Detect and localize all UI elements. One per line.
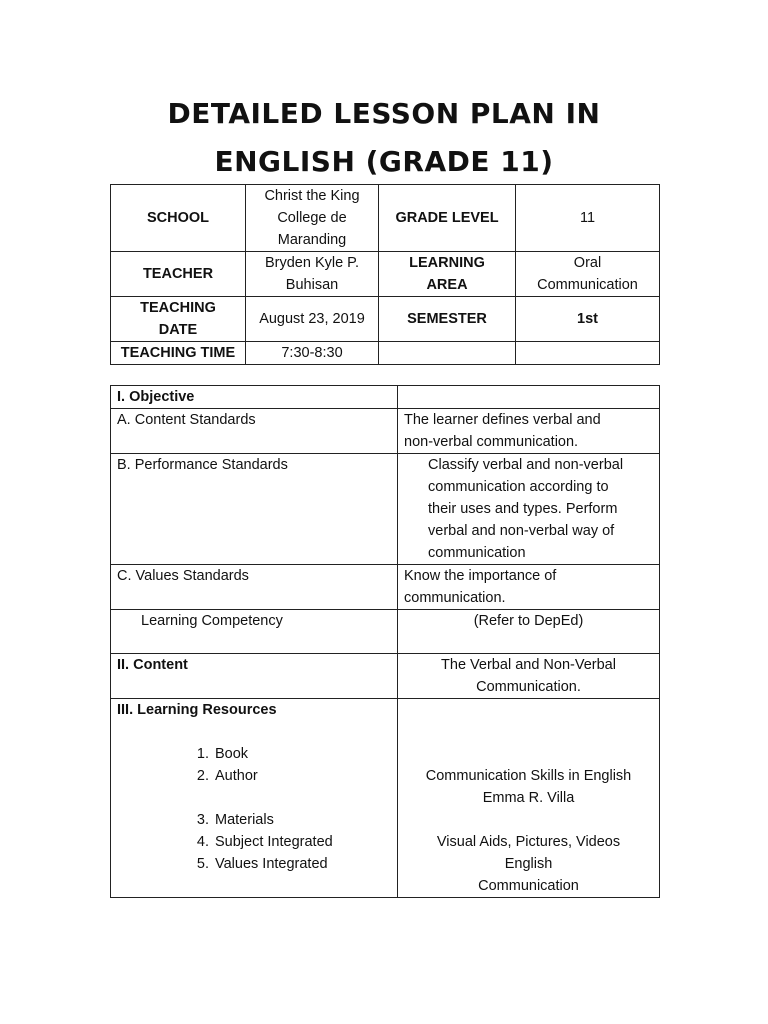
list-spacer: [404, 699, 653, 721]
content-standards-value: [398, 409, 660, 454]
values-standards-label: C. Values Standards: [111, 565, 398, 610]
list-item: [117, 831, 391, 853]
learning-area-value-line: Oral: [573, 255, 602, 271]
content-value: [398, 654, 660, 699]
title-line-2: ENGLISH (GRADE 11): [214, 145, 554, 178]
list-item-number: 1.: [196, 746, 209, 762]
values-standards-line: communication.: [404, 590, 506, 606]
learning-resources-labels: [111, 699, 398, 898]
content-heading: II. Content: [111, 654, 398, 699]
resource-value: Visual Aids, Pictures, Videos: [436, 834, 621, 850]
values-standards-line: Know the importance of: [404, 568, 557, 584]
performance-standards-line: verbal and non-verbal way of: [428, 523, 615, 539]
plan-row-content-standards: [111, 409, 660, 454]
school-value: [246, 185, 379, 252]
list-spacer: [404, 809, 653, 831]
teacher-value-line: Buhisan: [285, 277, 339, 293]
teaching-date-label: [111, 297, 246, 342]
resource-value: Communication: [478, 878, 579, 894]
resource-value: Emma R. Villa: [482, 790, 575, 806]
list-item-label: Subject Integrated: [215, 834, 333, 850]
list-item: [117, 743, 391, 765]
list-item-number: 3.: [196, 812, 209, 828]
teacher-value: [246, 252, 379, 297]
performance-standards-value: [398, 454, 660, 565]
learning-area-value: [516, 252, 660, 297]
content-standards-label: A. Content Standards: [111, 409, 398, 454]
lesson-info-table: [110, 184, 660, 365]
list-item: [117, 809, 391, 831]
list-item-label: Values Integrated: [215, 856, 328, 872]
teaching-date-label-line: DATE: [158, 322, 198, 338]
info-row-school: [111, 185, 660, 252]
teaching-date-value: August 23, 2019: [246, 297, 379, 342]
resource-value: English: [504, 856, 553, 872]
teacher-label: TEACHER: [111, 252, 246, 297]
resources-list: [117, 743, 391, 875]
learning-area-label-line: AREA: [426, 277, 468, 293]
grade-level-label: GRADE LEVEL: [379, 185, 516, 252]
document-title: [0, 90, 768, 186]
school-value-line: Maranding: [277, 232, 347, 248]
learning-competency-label: Learning Competency: [111, 610, 398, 654]
performance-standards-label: B. Performance Standards: [111, 454, 398, 565]
list-item-number: 5.: [196, 856, 209, 872]
plan-row-content: [111, 654, 660, 699]
performance-standards-line: their uses and types. Perform: [428, 501, 618, 517]
performance-standards-line: Classify verbal and non-verbal: [428, 457, 624, 473]
list-item-number: 2.: [196, 768, 209, 784]
content-standards-line: non-verbal communication.: [404, 434, 579, 450]
resource-value: Communication Skills in English: [425, 768, 632, 784]
title-line-1: DETAILED LESSON PLAN IN: [167, 97, 601, 130]
list-spacer: [404, 721, 653, 743]
plan-row-values-standards: [111, 565, 660, 610]
values-standards-value: [398, 565, 660, 610]
objective-heading: I. Objective: [111, 386, 398, 409]
list-item-label: Materials: [215, 812, 274, 828]
performance-standards-line: communication according to: [428, 479, 609, 495]
plan-row-learning-competency: [111, 610, 660, 654]
content-standards-line: The learner defines verbal and: [404, 412, 601, 428]
learning-area-label: [379, 252, 516, 297]
empty-cell: [379, 342, 516, 365]
school-value-line: Christ the King: [264, 188, 360, 204]
performance-standards-line: communication: [428, 545, 526, 561]
teacher-value-line: Bryden Kyle P.: [264, 255, 360, 271]
learning-area-value-line: Communication: [537, 277, 638, 293]
list-item-label: Author: [215, 768, 258, 784]
content-value-line: The Verbal and Non-Verbal: [441, 657, 616, 673]
info-row-date: [111, 297, 660, 342]
plan-row-performance-standards: [111, 454, 660, 565]
list-item-label: Book: [215, 746, 249, 762]
info-row-teacher: [111, 252, 660, 297]
list-spacer: [404, 743, 653, 765]
teaching-date-label-line: TEACHING: [140, 300, 216, 316]
content-value-line: Communication.: [476, 679, 581, 695]
learning-area-label-line: LEARNING: [409, 255, 485, 271]
semester-value: 1st: [516, 297, 660, 342]
plan-row-learning-resources: [111, 699, 660, 898]
school-value-line: College de: [277, 210, 347, 226]
semester-label: SEMESTER: [379, 297, 516, 342]
list-item: [117, 853, 391, 875]
list-item: [117, 765, 391, 787]
learning-competency-value: (Refer to DepEd): [398, 610, 660, 654]
teaching-time-value: 7:30-8:30: [246, 342, 379, 365]
list-item-number: 4.: [196, 834, 209, 850]
teaching-time-label: TEACHING TIME: [111, 342, 246, 365]
info-row-time: [111, 342, 660, 365]
empty-cell: [516, 342, 660, 365]
school-label: SCHOOL: [111, 185, 246, 252]
plan-row-objective: [111, 386, 660, 409]
grade-level-value: 11: [516, 185, 660, 252]
lesson-plan-table: [110, 385, 660, 898]
empty-cell: [398, 386, 660, 409]
list-spacer: [117, 787, 391, 809]
learning-resources-values: [398, 699, 660, 898]
learning-resources-heading: III. Learning Resources: [117, 702, 277, 718]
